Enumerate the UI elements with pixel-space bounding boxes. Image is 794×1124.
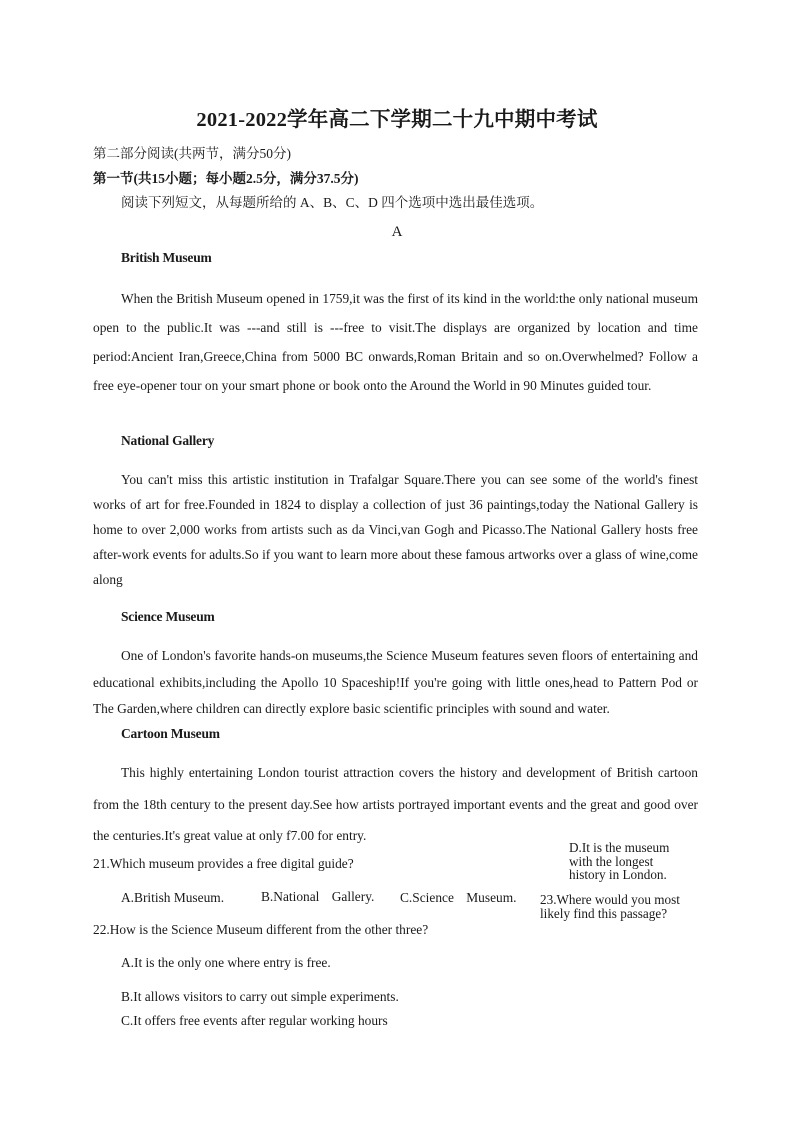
- section-one-heading: 第一节(共15小题；每小题2.5分，满分37.5分): [93, 171, 359, 186]
- museum-heading-national-gallery: National Gallery: [121, 433, 215, 448]
- question-22-stem: 22.How is the Science Museum different from the other three?: [93, 922, 429, 937]
- museum-heading-british: British Museum: [121, 250, 212, 265]
- museum-heading-science: Science Museum: [121, 609, 215, 624]
- page-title: 2021-2022学年高二下学期二十九中期中考试: [196, 109, 598, 131]
- question-21-option-a: A.British Museum.: [121, 890, 225, 905]
- museum-paragraph-science: One of London's favorite hands-on museums,the Science Museum features seven floors of entertaining and educational exhibits,including the Apollo 10 Spaceship!If you're going with little ones,head to Pattern Pod or The Garden,where children can directly explore basic scientific principles with sound and water.: [93, 648, 698, 716]
- museum-heading-cartoon: Cartoon Museum: [121, 726, 220, 741]
- question-21-stem: 21.Which museum provides a free digital guide?: [93, 856, 354, 871]
- question-22-option-c: C.It offers free events after regular working hours: [121, 1013, 388, 1028]
- question-22-option-b: B.It allows visitors to carry out simple experiments.: [121, 989, 399, 1004]
- museum-paragraph-british: When the British Museum opened in 1759,it was the first of its kind in the world:the only national museum open to the public.It was ---and still is ---free to visit.The displays are organized by location and time period:Ancient Iran,Greece,China from 5000 BC onwards,Roman Britain and so on.Overwhelmed? Follow a free eye-opener tour on your smart phone or book onto the Around the World in 90 Minutes guided tour.: [93, 291, 698, 393]
- question-21-option-d: D.It is the museum with the longest history in London.: [569, 840, 670, 882]
- question-21-option-b: B.National Gallery.: [261, 889, 375, 904]
- question-22-option-a: A.It is the only one where entry is free.: [121, 955, 331, 970]
- museum-paragraph-cartoon: This highly entertaining London tourist attraction covers the history and development of British cartoon from the 18th century to the present day.See how artists portrayed important events and the great and good over the centuries.It's great value at only f7.00 for entry.: [93, 765, 698, 843]
- question-23-stem: 23.Where would you most likely find this passage?: [540, 892, 680, 921]
- question-21-option-c: C.Science Museum.: [400, 890, 517, 905]
- museum-paragraph-national-gallery: You can't miss this artistic institution in Trafalgar Square.There you can see some of the world's finest works of art for free.Founded in 1824 to display a collection of just 36 paintings,today the National Gallery is home to over 2,000 works from artists such as da Vinci,van Gogh and Picasso.The National Gallery hosts free after-work events for adults.So if you want to learn more about these famous artworks over a glass of wine,come along: [93, 472, 698, 587]
- passage-label: A: [391, 224, 403, 240]
- section-part-heading: 第二部分阅读(共两节，满分50分): [93, 146, 291, 161]
- instruction-text: 阅读下列短文，从每题所给的 A、B、C、D 四个选项中选出最佳选项。: [121, 195, 544, 210]
